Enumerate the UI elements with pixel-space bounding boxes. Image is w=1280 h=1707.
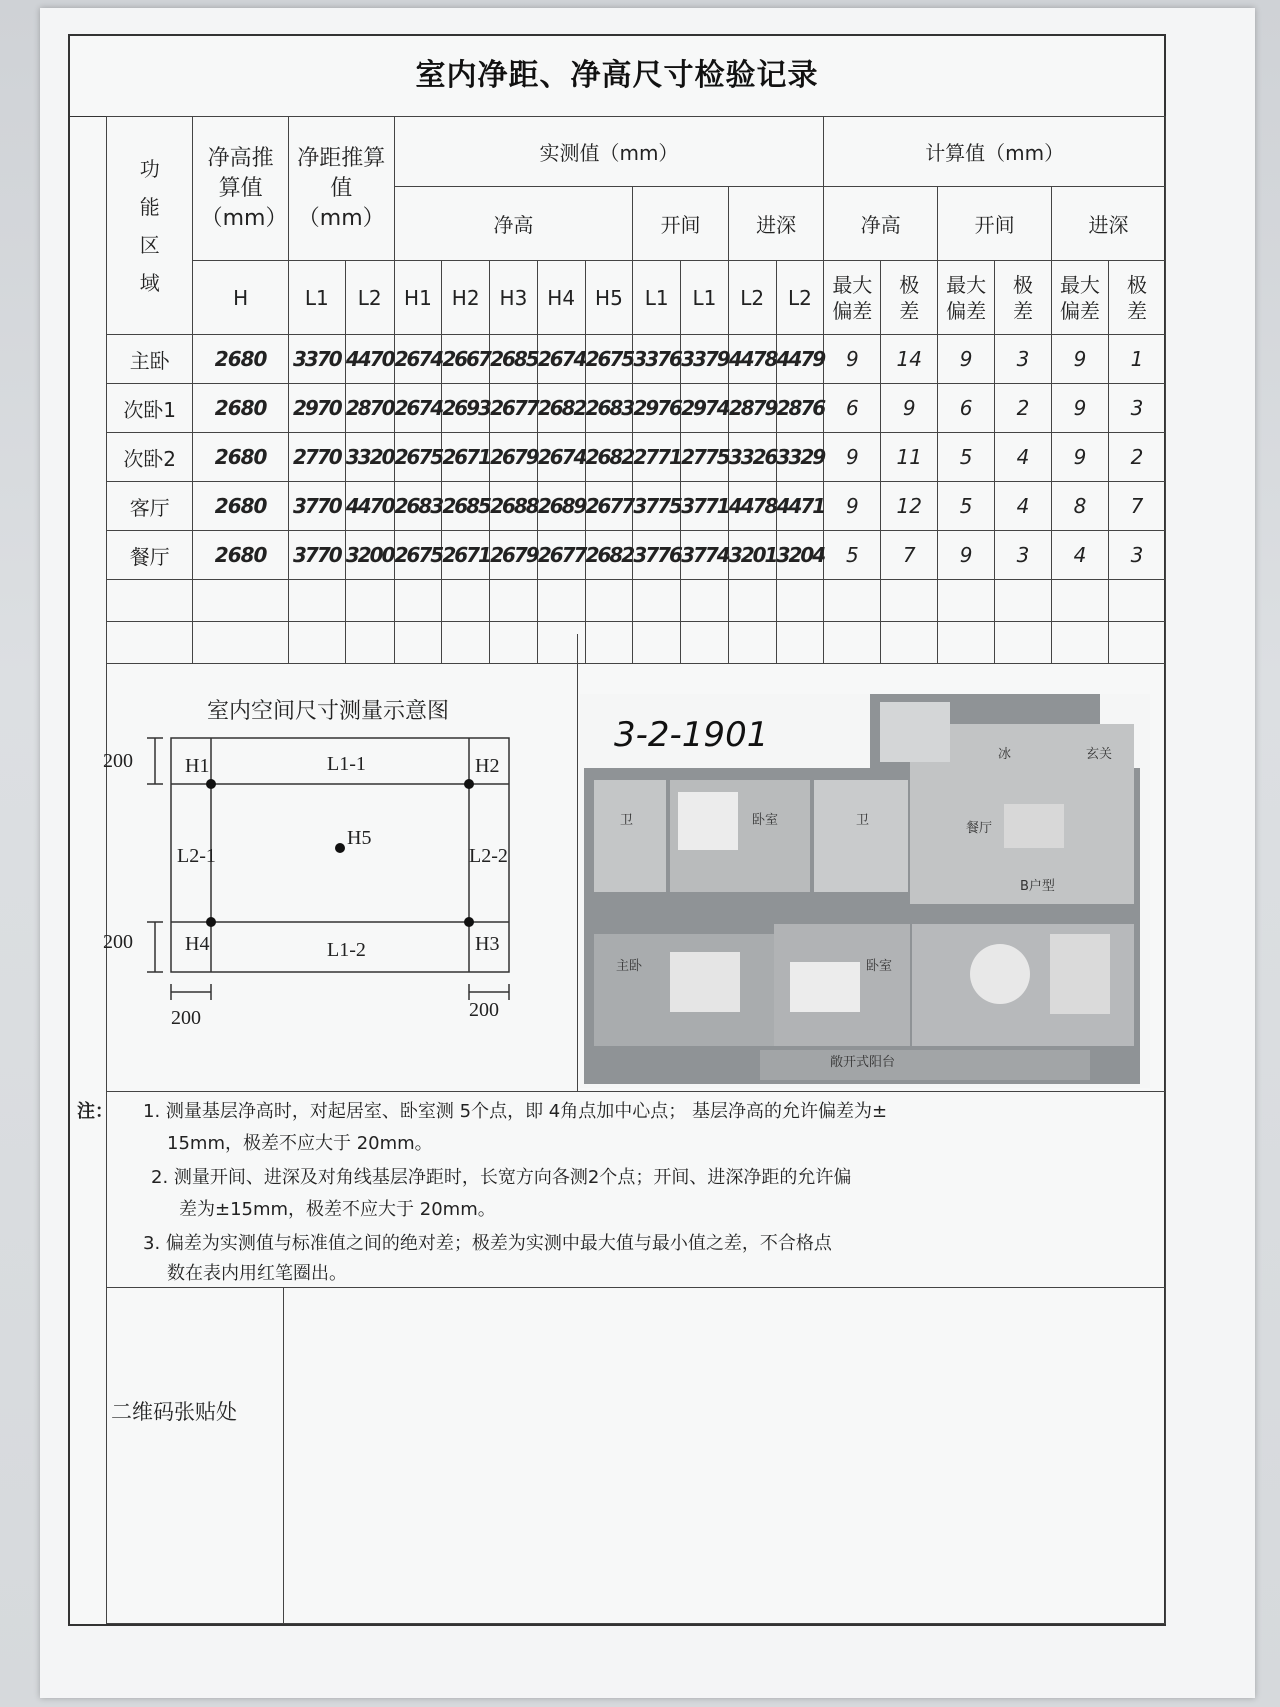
- value-cell: 2675: [394, 433, 442, 482]
- dim-bottom-left: 200: [103, 931, 133, 953]
- zone-cell: 客厅: [107, 482, 193, 531]
- dim-bottom-2: 200: [469, 999, 499, 1021]
- range-header: [995, 261, 1052, 335]
- value-cell: 3: [995, 335, 1052, 384]
- floor-plan-image: [580, 694, 1150, 1088]
- floor-plan-panel: [580, 694, 1150, 1088]
- value-cell: 2675: [585, 335, 633, 384]
- value-cell: 2771: [633, 433, 681, 482]
- computed-bay-header: 开间: [938, 187, 1052, 261]
- value-cell: 11: [881, 433, 938, 482]
- label-h2: H2: [475, 755, 500, 777]
- inspection-form: [68, 34, 1166, 1626]
- value-cell: 2683: [585, 384, 633, 433]
- value-cell: 2674: [537, 335, 585, 384]
- label-h3: H3: [475, 933, 500, 955]
- value-cell: 5: [938, 482, 995, 531]
- subheader-cell: L2: [776, 261, 824, 335]
- qr-label-cell: [107, 1288, 284, 1623]
- value-cell: 2674: [537, 433, 585, 482]
- note-1b: 15mm，极差不应大于 20mm。: [167, 1133, 433, 1154]
- value-cell: 2680: [193, 384, 289, 433]
- dist-est-header: [288, 117, 394, 261]
- plan-type: B户型: [1020, 879, 1055, 894]
- subheader-cell: H1: [394, 261, 442, 335]
- subheader-cell: L1: [288, 261, 345, 335]
- note-2a: 2. 测量开间、进深及对角线基层净距时，长宽方向各测2个点；开间、进深净距的允许偏: [151, 1167, 852, 1188]
- height-est-header: [193, 117, 289, 261]
- value-cell: 9: [881, 384, 938, 433]
- value-cell: 2679: [490, 433, 538, 482]
- diagram-title: 室内空间尺寸测量示意图: [207, 699, 450, 724]
- value-cell: 6: [824, 384, 881, 433]
- zone-header: [107, 117, 193, 335]
- empty-cell: [824, 580, 881, 622]
- qr-section: [106, 1288, 1166, 1624]
- value-cell: 7: [1108, 482, 1165, 531]
- empty-cell: [490, 580, 538, 622]
- value-cell: 2675: [394, 531, 442, 580]
- value-cell: 2683: [394, 482, 442, 531]
- empty-row: [107, 580, 1166, 622]
- measured-header: 实测值（mm）: [394, 117, 824, 187]
- empty-cell: [1108, 580, 1165, 622]
- empty-cell: [107, 580, 193, 622]
- zone-cell: 次卧1: [107, 384, 193, 433]
- value-cell: 2680: [193, 433, 289, 482]
- value-cell: 3376: [633, 335, 681, 384]
- empty-cell: [537, 580, 585, 622]
- value-cell: 9: [938, 531, 995, 580]
- notes-prefix: 注：: [77, 1101, 113, 1122]
- value-cell: 2682: [537, 384, 585, 433]
- plan-balcony: 敞开式阳台: [830, 1055, 896, 1070]
- empty-cell: [633, 580, 681, 622]
- value-cell: 9: [938, 335, 995, 384]
- note-3a: 3. 偏差为实测值与标准值之间的绝对差；极差为实测中最大值与最小值之差，不合格点: [143, 1233, 832, 1254]
- value-cell: 2677: [585, 482, 633, 531]
- table-row: [107, 335, 1166, 384]
- measured-height-header: 净高: [394, 187, 633, 261]
- value-cell: 8: [1051, 482, 1108, 531]
- computed-header: 计算值（mm）: [824, 117, 1166, 187]
- value-cell: 4471: [776, 482, 824, 531]
- record-table: [106, 116, 1166, 664]
- value-cell: 3379: [681, 335, 729, 384]
- value-cell: 5: [824, 531, 881, 580]
- computed-height-header: 净高: [824, 187, 938, 261]
- range-text: 极差: [899, 272, 920, 323]
- section-divider: [577, 634, 578, 1091]
- form-title: 室内净距、净高尺寸检验记录: [70, 36, 1164, 117]
- value-cell: 2680: [193, 482, 289, 531]
- value-cell: 3775: [633, 482, 681, 531]
- value-cell: 9: [1051, 433, 1108, 482]
- value-cell: 2689: [537, 482, 585, 531]
- label-l11: L1-1: [327, 753, 366, 775]
- value-cell: 3204: [776, 531, 824, 580]
- value-cell: 3201: [728, 531, 776, 580]
- plan-bath1: 卫: [620, 813, 634, 828]
- value-cell: 2674: [394, 335, 442, 384]
- max-dev-header: [938, 261, 995, 335]
- value-cell: 3370: [288, 335, 345, 384]
- value-cell: 9: [1051, 335, 1108, 384]
- max-dev-text: 最大偏差: [1059, 272, 1100, 323]
- value-cell: 3770: [288, 531, 345, 580]
- zone-cell: 主卧: [107, 335, 193, 384]
- value-cell: 2775: [681, 433, 729, 482]
- handwritten-unit: 3-2-1901: [614, 715, 769, 755]
- value-cell: 2671: [442, 531, 490, 580]
- value-cell: 12: [881, 482, 938, 531]
- subheader-cell: H5: [585, 261, 633, 335]
- value-cell: 2685: [442, 482, 490, 531]
- dim-top-left: 200: [103, 750, 133, 772]
- subheader-cell: L2: [728, 261, 776, 335]
- value-cell: 2693: [442, 384, 490, 433]
- point-h2: [464, 779, 474, 789]
- label-l22: L2-2: [469, 845, 508, 867]
- subheader-cell: H3: [490, 261, 538, 335]
- value-cell: 2: [1108, 433, 1165, 482]
- point-h3: [464, 917, 474, 927]
- value-cell: 2674: [394, 384, 442, 433]
- value-cell: 4470: [345, 335, 394, 384]
- value-cell: 3771: [681, 482, 729, 531]
- value-cell: 2680: [193, 531, 289, 580]
- value-cell: 2770: [288, 433, 345, 482]
- value-cell: 9: [824, 335, 881, 384]
- empty-cell: [585, 580, 633, 622]
- value-cell: 3774: [681, 531, 729, 580]
- value-cell: 3: [995, 531, 1052, 580]
- empty-cell: [394, 580, 442, 622]
- value-cell: 4470: [345, 482, 394, 531]
- empty-cell: [442, 580, 490, 622]
- table-row: [107, 384, 1166, 433]
- value-cell: 3200: [345, 531, 394, 580]
- max-dev-header: [1051, 261, 1108, 335]
- plan-entry: 玄关: [1086, 747, 1113, 762]
- computed-depth-header: 进深: [1051, 187, 1165, 261]
- dim-bottom-1: 200: [171, 1007, 201, 1029]
- qr-label: 二维码张贴处: [111, 1400, 237, 1424]
- table-row: [107, 482, 1166, 531]
- measured-bay-header: 开间: [633, 187, 729, 261]
- table-row: [107, 531, 1166, 580]
- value-cell: 2976: [633, 384, 681, 433]
- max-dev-text: 最大偏差: [832, 272, 873, 323]
- subheader-cell: L1: [681, 261, 729, 335]
- value-cell: 4: [1051, 531, 1108, 580]
- label-h4: H4: [185, 933, 210, 955]
- subheader-row: [107, 261, 1166, 335]
- value-cell: 4: [995, 433, 1052, 482]
- measurement-diagram: [103, 734, 577, 1054]
- value-cell: 2671: [442, 433, 490, 482]
- value-cell: 2682: [585, 433, 633, 482]
- value-cell: 2677: [537, 531, 585, 580]
- max-dev-header: [824, 261, 881, 335]
- value-cell: 2679: [490, 531, 538, 580]
- subheader-cell: L2: [345, 261, 394, 335]
- value-cell: 5: [938, 433, 995, 482]
- label-h1: H1: [185, 755, 210, 777]
- value-cell: 3776: [633, 531, 681, 580]
- subheader-cell: H2: [442, 261, 490, 335]
- value-cell: 9: [1051, 384, 1108, 433]
- value-cell: 9: [824, 482, 881, 531]
- value-cell: 2879: [728, 384, 776, 433]
- empty-cell: [776, 580, 824, 622]
- max-dev-text: 最大偏差: [946, 272, 987, 323]
- note-3b: 数在表内用红笔圈出。: [167, 1263, 347, 1284]
- value-cell: 9: [824, 433, 881, 482]
- value-cell: 7: [881, 531, 938, 580]
- zone-header-text: 功 能 区 域: [139, 156, 160, 295]
- range-text: 极差: [1126, 272, 1147, 323]
- point-h1: [206, 779, 216, 789]
- value-cell: 4479: [776, 335, 824, 384]
- empty-cell: [288, 580, 345, 622]
- range-header: [1108, 261, 1165, 335]
- range-text: 极差: [1013, 272, 1034, 323]
- plan-master: 主卧: [616, 959, 643, 974]
- dist-est-text: 净距推算值（mm）: [297, 145, 386, 231]
- label-l12: L1-2: [327, 939, 366, 961]
- empty-cell: [995, 580, 1052, 622]
- value-cell: 3: [1108, 531, 1165, 580]
- value-cell: 2677: [490, 384, 538, 433]
- empty-cell: [881, 580, 938, 622]
- value-cell: 2: [995, 384, 1052, 433]
- value-cell: 4: [995, 482, 1052, 531]
- plan-fridge: 冰: [998, 747, 1012, 762]
- value-cell: 2680: [193, 335, 289, 384]
- diagram-section: [103, 634, 1166, 1092]
- value-cell: 4478: [728, 335, 776, 384]
- subheader-cell: H4: [537, 261, 585, 335]
- value-cell: 2667: [442, 335, 490, 384]
- plan-bed2: 卧室: [866, 959, 893, 974]
- value-cell: 1: [1108, 335, 1165, 384]
- zone-cell: 餐厅: [107, 531, 193, 580]
- empty-cell: [728, 580, 776, 622]
- value-cell: 2688: [490, 482, 538, 531]
- range-header: [881, 261, 938, 335]
- subheader-cell: L1: [633, 261, 681, 335]
- note-2b: 差为±15mm，极差不应大于 20mm。: [179, 1199, 496, 1220]
- value-cell: 2682: [585, 531, 633, 580]
- point-h5: [335, 843, 345, 853]
- value-cell: 2970: [288, 384, 345, 433]
- value-cell: 3: [1108, 384, 1165, 433]
- value-cell: 2876: [776, 384, 824, 433]
- plan-bath2: 卫: [856, 813, 870, 828]
- label-h5: H5: [347, 827, 372, 849]
- value-cell: 3329: [776, 433, 824, 482]
- measured-depth-header: 进深: [728, 187, 824, 261]
- subheader-cell: H: [193, 261, 289, 335]
- empty-cell: [345, 580, 394, 622]
- record-rows: [107, 335, 1166, 664]
- value-cell: 3770: [288, 482, 345, 531]
- table-row: [107, 433, 1166, 482]
- notes-section: [77, 1092, 1166, 1288]
- value-cell: 2870: [345, 384, 394, 433]
- empty-cell: [193, 580, 289, 622]
- point-h4: [206, 917, 216, 927]
- empty-cell: [681, 580, 729, 622]
- value-cell: 2685: [490, 335, 538, 384]
- empty-cell: [1051, 580, 1108, 622]
- value-cell: 6: [938, 384, 995, 433]
- label-l21: L2-1: [177, 845, 216, 867]
- value-cell: 4478: [728, 482, 776, 531]
- value-cell: 2974: [681, 384, 729, 433]
- height-est-text: 净高推算值（mm）: [200, 145, 288, 231]
- plan-bed: 卧室: [752, 813, 779, 828]
- empty-cell: [938, 580, 995, 622]
- value-cell: 3320: [345, 433, 394, 482]
- value-cell: 3326: [728, 433, 776, 482]
- value-cell: 14: [881, 335, 938, 384]
- plan-dining: 餐厅: [966, 821, 993, 836]
- zone-cell: 次卧2: [107, 433, 193, 482]
- note-1a: 1. 测量基层净高时，对起居室、卧室测 5个点，即 4角点加中心点； 基层净高的允许偏差为±: [143, 1101, 888, 1122]
